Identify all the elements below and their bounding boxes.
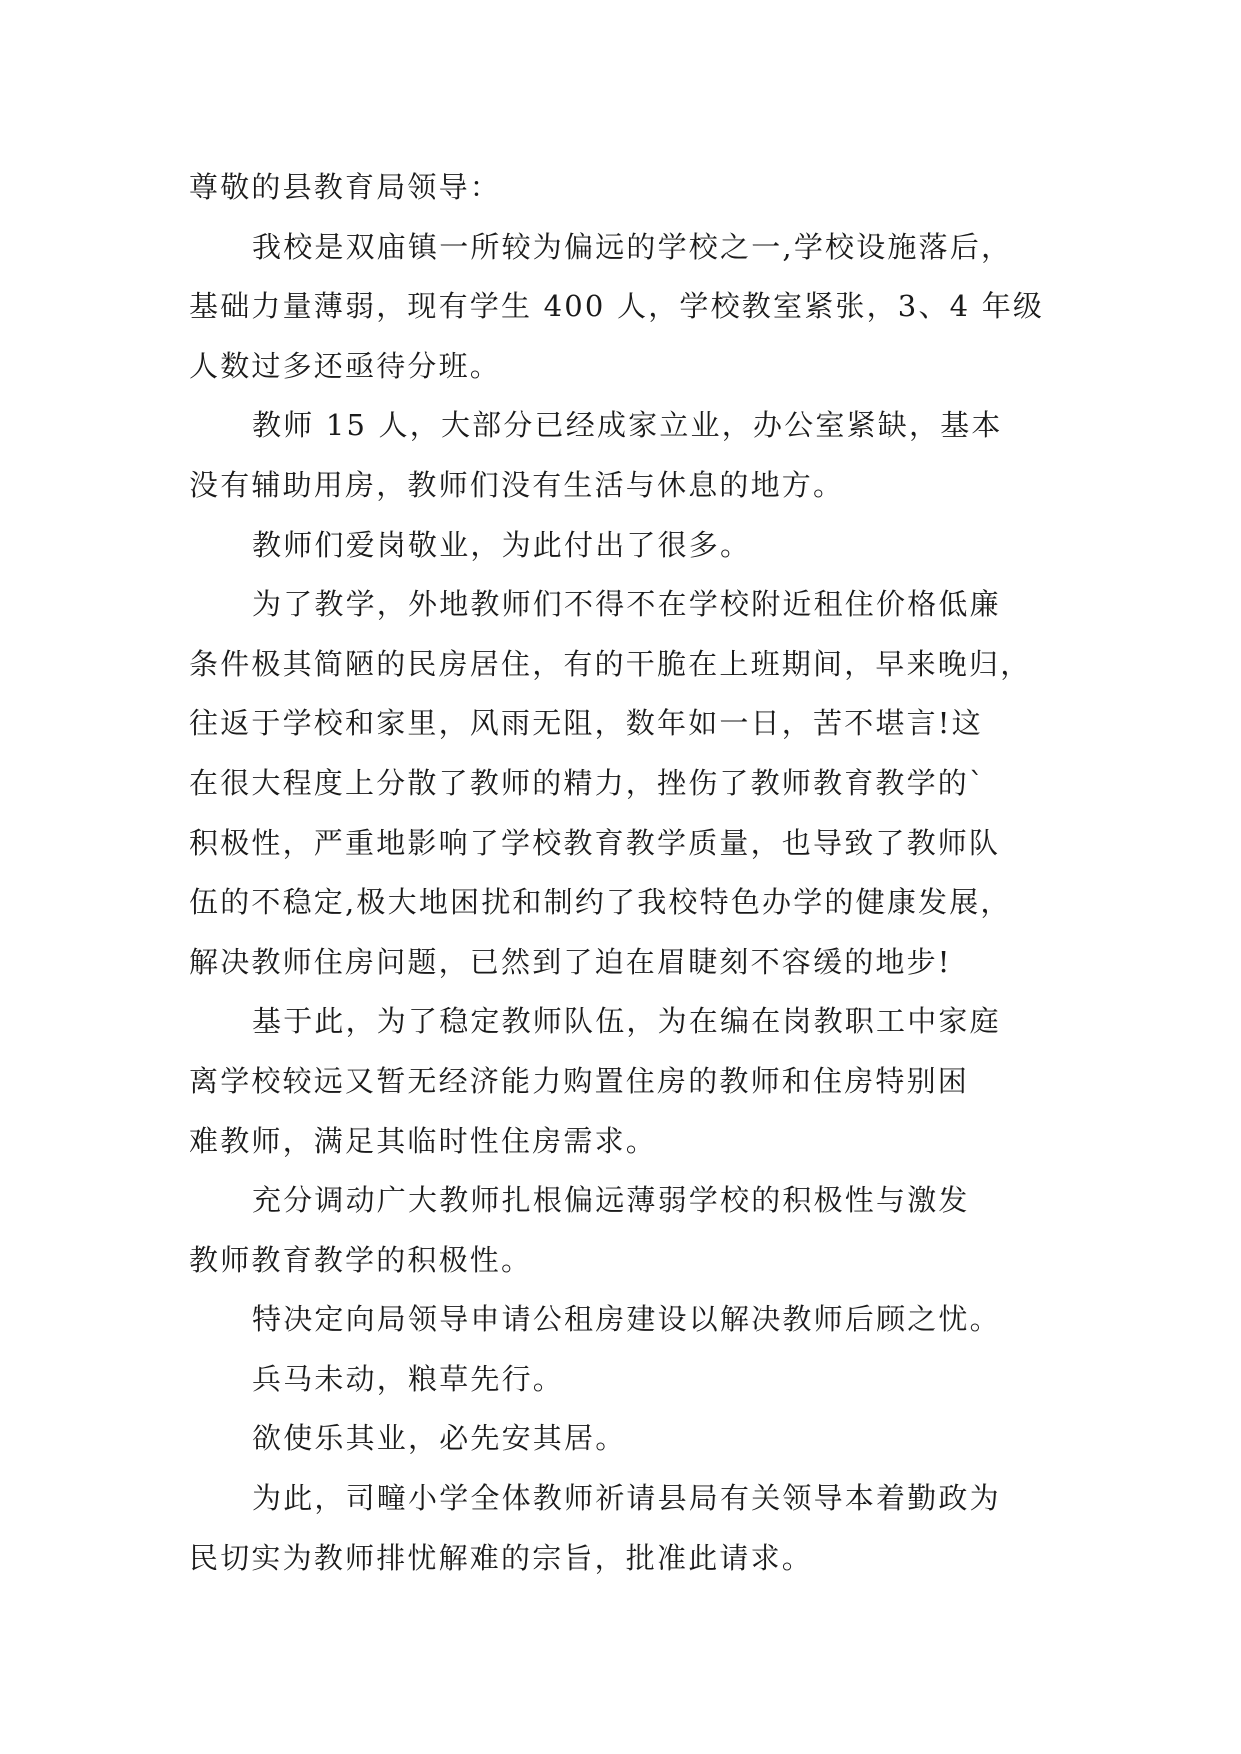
paragraph-line: 人数过多还亟待分班。 <box>189 348 502 383</box>
paragraph-line: 解决教师住房问题，已然到了迫在眉睫刻不容缓的地步! <box>189 944 952 979</box>
paragraph-line: 为了教学，外地教师们不得不在学校附近租住价格低廉 <box>252 587 1001 622</box>
letter-body <box>189 158 1089 1588</box>
paragraph-line: 教师们爱岗敬业，为此付出了很多。 <box>252 527 752 562</box>
paragraph-line: 兵马未动，粮草先行。 <box>252 1361 565 1396</box>
paragraph <box>189 1171 1089 1290</box>
salutation: 尊敬的县教育局领导： <box>189 170 502 204</box>
paragraph-line: 在很大程度上分散了教师的精力，挫伤了教师教育教学的` <box>189 765 986 800</box>
paragraph-line: 往返于学校和家里，风雨无阻，数年如一日，苦不堪言!这 <box>189 706 983 741</box>
paragraph <box>189 1409 1089 1469</box>
paragraph <box>189 396 1089 515</box>
paragraph-line: 教师 15 人，大部分已经成家立业，办公室紧缺，基本 <box>252 408 1003 443</box>
paragraph <box>189 1350 1089 1410</box>
paragraph-line: 难教师，满足其临时性住房需求。 <box>189 1123 658 1158</box>
paragraph-line: 欲使乐其业，必先安其居。 <box>252 1421 627 1456</box>
paragraph <box>189 992 1089 1171</box>
paragraph <box>189 516 1089 576</box>
paragraph-line: 伍的不稳定,极大地困扰和制约了我校特色办学的健康发展， <box>189 885 1012 920</box>
paragraph-line: 教师教育教学的积极性。 <box>189 1242 533 1277</box>
paragraph-line: 基础力量薄弱，现有学生 400 人，学校教室紧张，3、4 年级 <box>189 289 1045 324</box>
paragraph-line: 没有辅助用房，教师们没有生活与休息的地方。 <box>189 467 845 502</box>
paragraph-line: 离学校较远又暂无经济能力购置住房的教师和住房特别困 <box>189 1063 970 1098</box>
paragraph-line: 特决定向局领导申请公租房建设以解决教师后顾之忧。 <box>252 1302 1001 1337</box>
paragraph <box>189 1469 1089 1588</box>
paragraph-line: 民切实为教师排忧解难的宗旨，批准此请求。 <box>189 1540 814 1575</box>
paragraph <box>189 1290 1089 1350</box>
paragraph-line: 充分调动广大教师扎根偏远薄弱学校的积极性与激发 <box>252 1183 970 1218</box>
paragraph-line: 基于此，为了稳定教师队伍，为在编在岗教职工中家庭 <box>252 1004 1001 1039</box>
paragraph-line: 为此，司疃小学全体教师祈请县局有关领导本着勤政为 <box>252 1481 1001 1516</box>
paragraph-line: 积极性，严重地影响了学校教育教学质量，也导致了教师队 <box>189 825 1001 860</box>
paragraph-line: 条件极其简陋的民房居住，有的干脆在上班期间，早来晚归， <box>189 646 1032 681</box>
paragraph <box>189 218 1089 397</box>
paragraph <box>189 575 1089 992</box>
paragraph-line: 我校是双庙镇一所较为偏远的学校之一,学校设施落后， <box>252 229 1013 264</box>
